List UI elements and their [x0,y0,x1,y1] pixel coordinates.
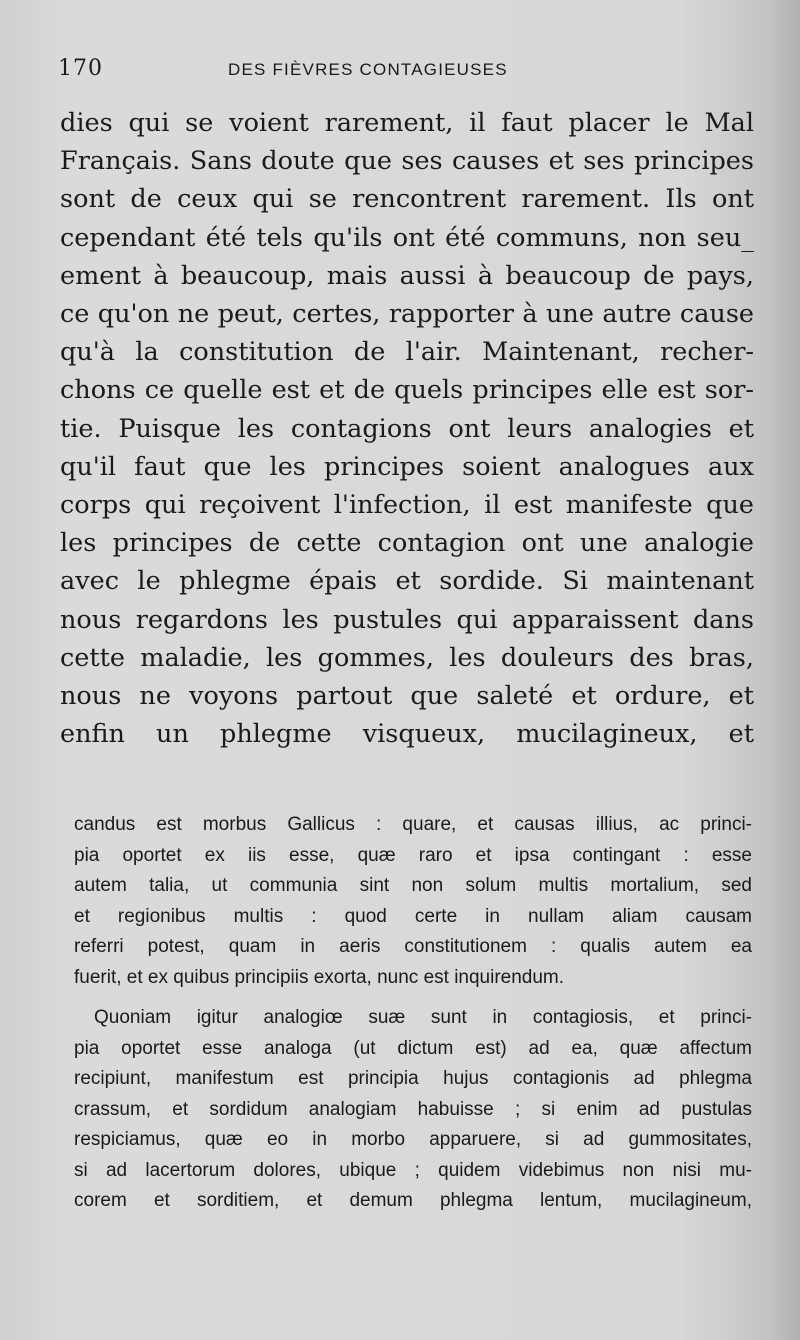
text-line: cette maladie, les gommes, les douleurs des bras, [60,642,754,673]
text-line: ce qu'on ne peut, certes, rapporter à une autre cause [60,299,754,330]
latin-paragraph-1 [74,810,752,993]
text-line: pia oportet esse analoga (ut dictum est) ad ea, quæ affectum [74,1037,752,1059]
text-line: sont de ceux qui se rencontrent rarement. Ils ont [60,184,754,215]
text-line: enfin un phlegme visqueux, mucilagineux, et [60,719,754,750]
text-line: qu'à la constitution de l'air. Maintenant, recher- [60,337,754,368]
text-line: fuerit, et ex quibus principiis exorta, nunc est inquirendum. [74,966,565,988]
text-line: nous ne voyons partout que saleté et ordure, et [60,681,754,712]
text-line: et regionibus multis : quod certe in nullam aliam causam [74,905,752,927]
text-line: dies qui se voient rarement, il faut placer le Mal [60,108,754,138]
text-line: nous regardons les pustules qui apparaissent dans [60,604,754,635]
page-number: 170 [58,56,103,81]
text-line: Français. Sans doute que ses causes et ses principes [60,146,754,177]
text-line: cependant été tels qu'ils ont été communs, non seu_ [60,222,754,253]
text-line: les principes de cette contagion ont une analogie [60,528,754,559]
running-title: DES FIÈVRES CONTAGIEUSES [228,60,508,79]
text-line: tie. Puisque les contagions ont leurs analogies et [60,413,754,444]
latin-original-text [74,810,752,1217]
text-line: candus est morbus Gallicus : quare, et causas illius, ac princi- [74,814,752,835]
text-line: pia oportet ex iis esse, quæ raro et ipsa contingant : esse [74,844,752,866]
text-line: qu'il faut que les principes soient analogues aux [60,451,754,482]
text-line: autem talia, ut communia sint non solum multis mortalium, sed [74,875,752,896]
french-translation-text [60,104,754,753]
text-line: recipiunt, manifestum est principia hujus contagionis ad phlegma [74,1068,752,1089]
text-line: ement à beaucoup, mais aussi à beaucoup de pays, [60,260,754,291]
text-line: corem et sorditiem, et demum phlegma lentum, mucilagineum, [74,1190,752,1211]
text-line: Quoniam igitur analogiœ suæ sunt in contagiosis, et princi- [94,1007,752,1028]
text-line: referri potest, quam in aeris constitutionem : qualis autem ea [74,936,752,957]
text-line: corps qui reçoivent l'infection, il est manifeste que [60,490,754,521]
text-line: crassum, et sordidum analogiam habuisse ; si enim ad pustulas [74,1098,752,1120]
text-line: respiciamus, quæ eo in morbo apparuere, si ad gummositates, [74,1129,752,1150]
text-line: chons ce quelle est et de quels principes elle est sor- [60,375,754,406]
page-header [58,56,758,88]
text-line: si ad lacertorum dolores, ubique ; quidem videbimus non nisi mu- [74,1159,752,1181]
text-line: avec le phlegme épais et sordide. Si maintenant [60,566,754,597]
latin-paragraph-2 [74,1003,752,1217]
